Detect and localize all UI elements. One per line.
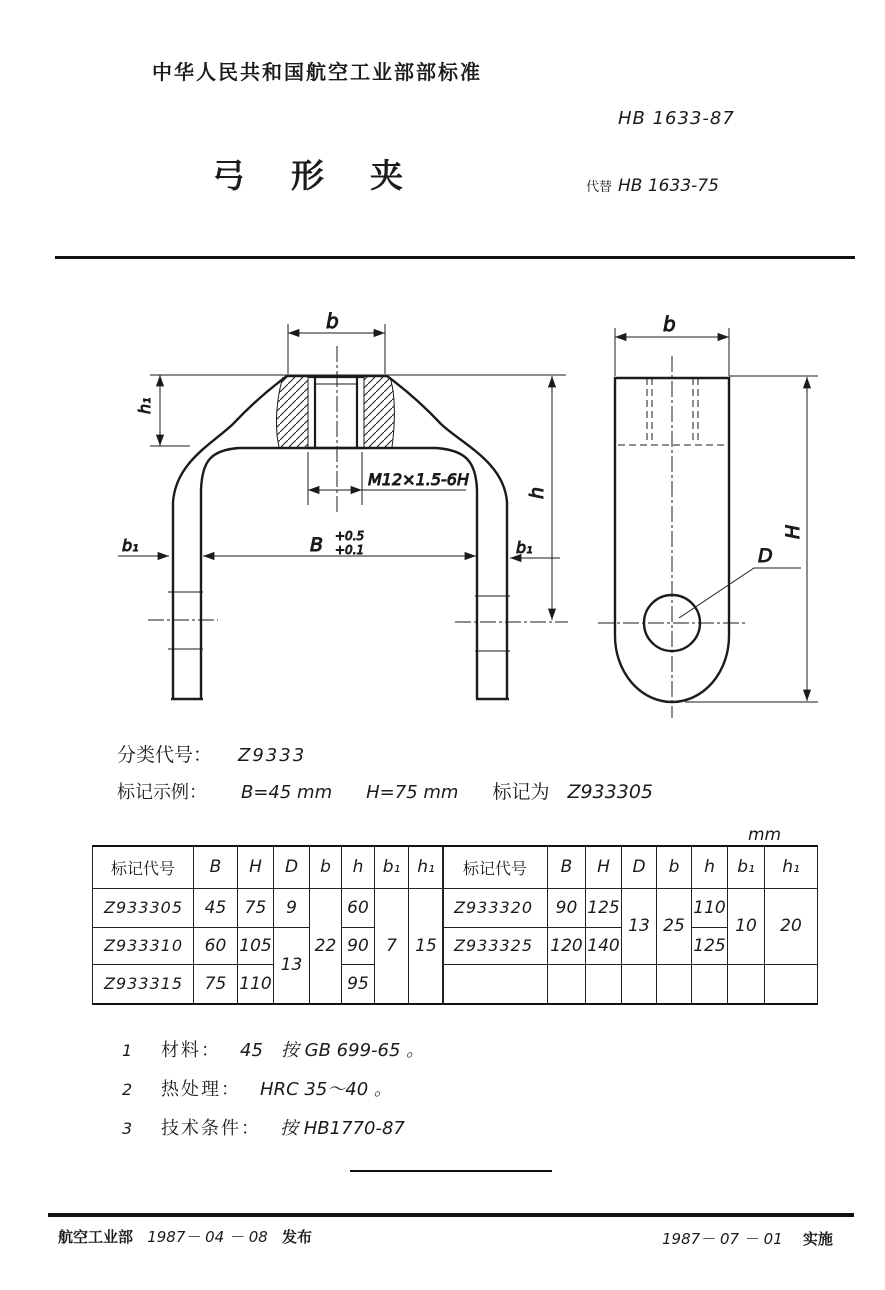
column-header-D: D <box>274 846 310 888</box>
thread-label: M12×1.5-6H <box>368 470 469 489</box>
marking-b-value: B=45 mm <box>241 782 333 803</box>
front-view <box>118 309 568 699</box>
cell-B: 75 <box>194 964 238 1004</box>
classification-line <box>117 740 306 767</box>
column-header-code: 标记代号 <box>93 846 194 888</box>
marking-example-label: 标记示例： <box>117 782 207 802</box>
column-header-h1: h₁ <box>765 846 818 888</box>
cell-empty <box>765 964 818 1004</box>
cell-H: 110 <box>238 964 274 1004</box>
end-of-text-line <box>350 1170 552 1172</box>
note-number: 3 <box>122 1119 133 1138</box>
cell-B: 90 <box>548 888 586 927</box>
cell-h1-merged: 15 <box>409 888 444 1004</box>
column-header-b: b <box>657 846 692 888</box>
marking-suffix-label: 标记为 <box>492 782 550 803</box>
cell-b-merged: 25 <box>657 888 692 964</box>
note-text: HRC 35～40 。 <box>260 1079 392 1100</box>
cell-empty <box>657 964 692 1004</box>
cell-h: 125 <box>692 927 728 964</box>
technical-drawing <box>60 300 850 730</box>
column-header-B: B <box>548 846 586 888</box>
column-header-h: h <box>342 846 375 888</box>
table-header-row <box>93 846 444 888</box>
marking-code: Z933305 <box>567 781 653 803</box>
cell-code: Z933320 <box>443 888 548 927</box>
note-technical-conditions <box>122 1114 424 1140</box>
cell-H: 140 <box>586 927 622 964</box>
standard-org-title: 中华人民共和国航空工业部部标准 <box>152 62 482 84</box>
cell-code: Z933305 <box>93 888 194 927</box>
column-header-D: D <box>622 846 657 888</box>
note-label: 热处理： <box>161 1079 242 1099</box>
outer-profile-left <box>173 376 287 699</box>
dimension-table-right <box>442 845 818 1005</box>
header-divider <box>55 256 855 259</box>
cell-h: 60 <box>342 888 375 927</box>
cell-B: 45 <box>194 888 238 927</box>
B-label: B <box>310 534 324 556</box>
hatch-left <box>276 377 308 447</box>
footer-issue-date: 1987－ 04 － 08 <box>147 1228 268 1246</box>
dimension-table-left <box>92 845 444 1005</box>
column-header-h: h <box>692 846 728 888</box>
column-header-b1: b₁ <box>375 846 409 888</box>
cell-code: Z933315 <box>93 964 194 1004</box>
b1-right-label: b₁ <box>516 538 533 557</box>
footer-issue-label: 发布 <box>282 1229 313 1246</box>
column-header-code: 标记代号 <box>443 846 548 888</box>
hatch-right <box>364 377 394 447</box>
side-view <box>598 312 818 718</box>
cell-b-merged: 22 <box>310 888 342 1004</box>
B-tol-upper: +0.5 <box>335 529 365 543</box>
cell-h: 95 <box>342 964 375 1004</box>
cell-empty <box>548 964 586 1004</box>
footer-issuer: 航空工业部 <box>58 1229 134 1246</box>
column-header-H: H <box>238 846 274 888</box>
marking-example-line <box>117 777 653 804</box>
h1-label: h₁ <box>135 397 154 414</box>
note-material <box>122 1036 424 1062</box>
cell-b1-merged: 7 <box>375 888 409 1004</box>
H-label: H <box>782 524 804 539</box>
cell-D: 9 <box>274 888 310 927</box>
cell-empty <box>692 964 728 1004</box>
note-number: 1 <box>122 1041 133 1060</box>
column-header-b: b <box>310 846 342 888</box>
replaces-label: 代替 <box>586 179 613 194</box>
replaces-number: HB 1633-75 <box>618 176 719 196</box>
classification-label: 分类代号： <box>117 745 213 766</box>
notes-section <box>122 1036 424 1153</box>
D-label: D <box>758 545 773 567</box>
table-row-empty <box>443 964 818 1004</box>
cell-h: 90 <box>342 927 375 964</box>
note-label: 材料： <box>161 1040 222 1060</box>
note-text: 按 HB1770-87 <box>280 1118 405 1139</box>
replaces-note <box>586 176 719 196</box>
footer-divider <box>48 1213 854 1217</box>
note-heat-treatment <box>122 1075 424 1101</box>
note-label: 技术条件： <box>161 1118 262 1138</box>
footer-impl-label: 实施 <box>802 1231 833 1248</box>
cell-D-merged: 13 <box>274 927 310 1004</box>
column-header-b1: b₁ <box>728 846 765 888</box>
cell-H: 105 <box>238 927 274 964</box>
h-label: h <box>526 486 548 499</box>
column-header-h1: h₁ <box>409 846 444 888</box>
cell-code: Z933325 <box>443 927 548 964</box>
cell-D-merged: 13 <box>622 888 657 964</box>
b1-left-label: b₁ <box>122 536 139 555</box>
cell-empty <box>443 964 548 1004</box>
side-b-label: b <box>663 312 676 336</box>
cell-code: Z933310 <box>93 927 194 964</box>
marking-h-value: H=75 mm <box>366 782 459 803</box>
note-text: 45 按 GB 699-65 。 <box>240 1040 425 1061</box>
note-number: 2 <box>122 1080 133 1099</box>
inner-profile-left <box>201 448 239 699</box>
cell-B: 120 <box>548 927 586 964</box>
table-row <box>443 888 818 927</box>
column-header-H: H <box>586 846 622 888</box>
cell-empty <box>586 964 622 1004</box>
cell-h1-merged: 20 <box>765 888 818 964</box>
column-header-B: B <box>194 846 238 888</box>
cell-h: 110 <box>692 888 728 927</box>
B-tol-lower: +0.1 <box>335 543 365 557</box>
table-header-row <box>443 846 818 888</box>
footer-issue <box>58 1226 312 1247</box>
cell-H: 75 <box>238 888 274 927</box>
table-row <box>93 888 444 927</box>
document-title: 弓形夹 <box>212 157 449 194</box>
cell-empty <box>728 964 765 1004</box>
classification-code: Z9333 <box>238 745 307 766</box>
footer-implementation <box>662 1228 833 1249</box>
footer-impl-date: 1987－ 07 － 01 <box>662 1230 783 1248</box>
unit-label: mm <box>748 825 782 845</box>
cell-B: 60 <box>194 927 238 964</box>
b-label: b <box>326 309 339 333</box>
cell-empty <box>622 964 657 1004</box>
standard-number: HB 1633-87 <box>618 108 735 129</box>
cell-b1-merged: 10 <box>728 888 765 964</box>
cell-H: 125 <box>586 888 622 927</box>
